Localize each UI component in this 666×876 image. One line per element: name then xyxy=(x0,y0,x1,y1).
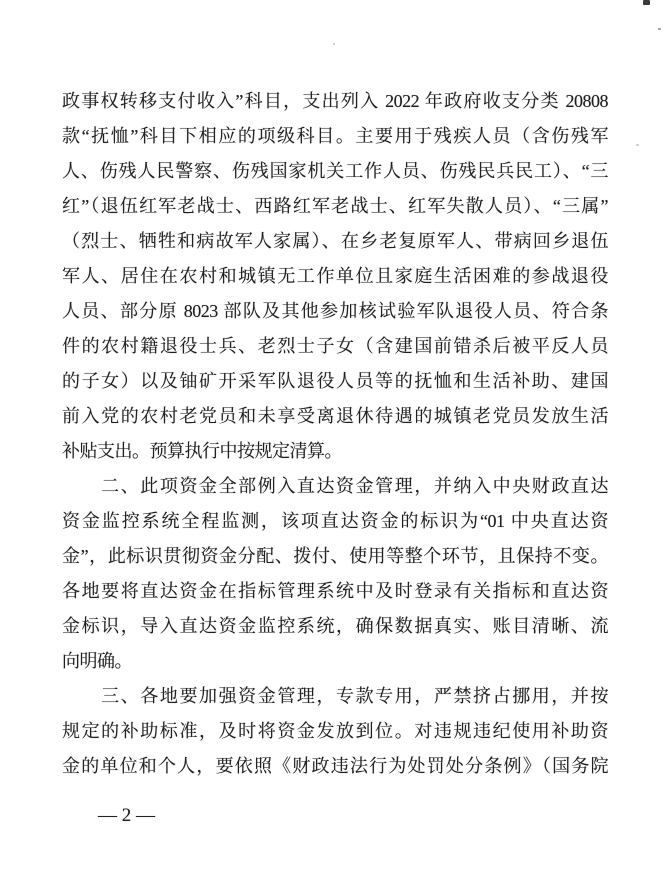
body-line-paragraph-start: 三、各地要加强资金管理，专款专用，严禁挤占挪用，并按 xyxy=(62,686,608,706)
body-line-paragraph-end: 向明确。 xyxy=(62,651,132,671)
scan-artifact-speck xyxy=(658,28,661,30)
page-number: — 2 — xyxy=(98,805,155,826)
scan-artifact-speck xyxy=(333,43,335,45)
scan-artifact-speck xyxy=(643,0,650,5)
body-line-paragraph-start: 二、此项资金全部例入直达资金管理，并纳入中央财政直达 xyxy=(62,476,608,496)
body-line: 资金监控系统全程监测，该项直达资金的标识为“01 中央直达资 xyxy=(62,511,608,531)
body-line: 金标识，导入直达资金监控系统，确保数据真实、账目清晰、流 xyxy=(62,616,608,636)
scan-artifact-speck xyxy=(636,144,639,146)
body-line: 的子女）以及铀矿开采军队退役人员等的抚恤和生活补助、建国 xyxy=(62,371,608,391)
body-line: （烈士、牺牲和病故军人家属）、在乡老复原军人、带病回乡退伍 xyxy=(62,231,608,251)
body-line: 人、伤残人民警察、伤残国家机关工作人员、伤残民兵民工）、“三 xyxy=(62,161,608,181)
document-body xyxy=(62,84,608,784)
body-line: 各地要将直达资金在指标管理系统中及时登录有关指标和直达资 xyxy=(62,581,608,601)
body-line: 红”（退伍红军老战士、西路红军老战士、红军失散人员）、“三属” xyxy=(62,196,608,216)
body-line: 金的单位和个人，要依照《财政违法行为处罚处分条例》（国务院 xyxy=(62,756,608,776)
body-line: 金”，此标识贯彻资金分配、拨付、使用等整个环节，且保持不变。 xyxy=(62,546,608,566)
body-line: 人员、部分原 8023 部队及其他参加核试验军队退役人员、符合条 xyxy=(62,301,608,321)
body-line: 件的农村籍退役士兵、老烈士子女（含建国前错杀后被平反人员 xyxy=(62,336,608,356)
body-line: 军人、居住在农村和城镇无工作单位且家庭生活困难的参战退役 xyxy=(62,266,608,286)
body-line: 款“抚恤”科目下相应的项级科目。主要用于残疾人员（含伤残军 xyxy=(62,126,608,146)
body-line: 政事权转移支付收入”科目，支出列入 2022 年政府收支分类 20808 xyxy=(62,91,608,111)
body-line: 前入党的农村老党员和未享受离退休待遇的城镇老党员发放生活 xyxy=(62,406,608,426)
page-footer xyxy=(98,803,155,829)
body-line: 规定的补助标准，及时将资金发放到位。对违规违纪使用补助资 xyxy=(62,721,608,741)
body-line-paragraph-end: 补贴支出。预算执行中按规定清算。 xyxy=(62,441,342,461)
